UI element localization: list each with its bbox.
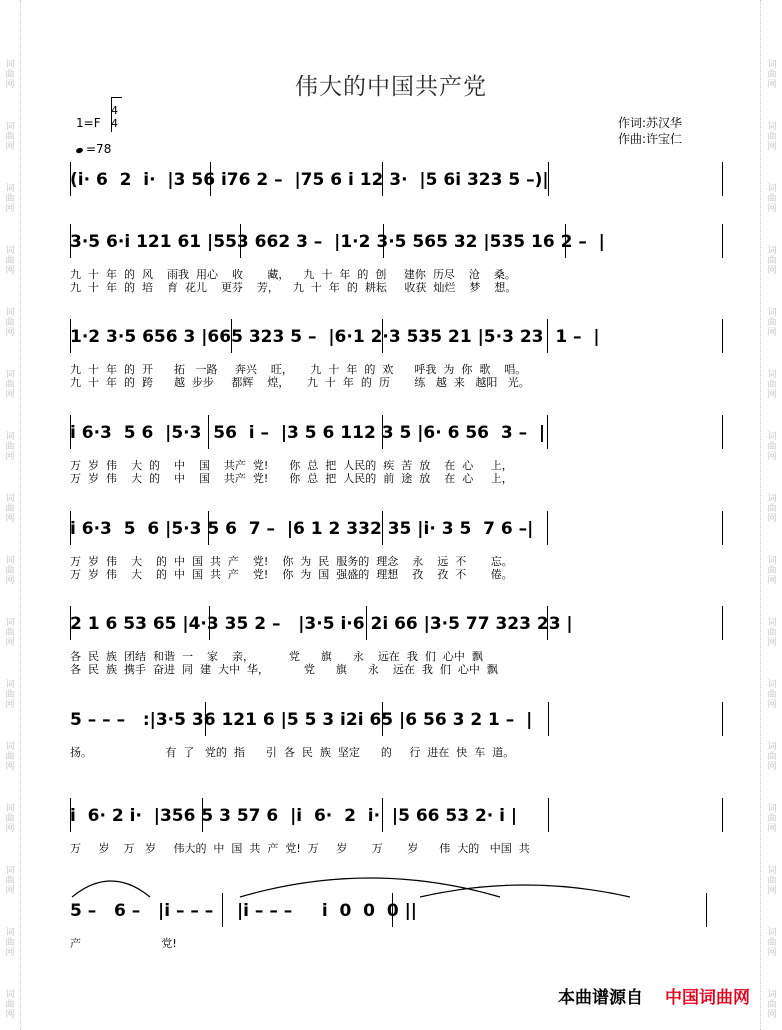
bar-line bbox=[722, 702, 723, 736]
tempo-value: =78 bbox=[86, 142, 112, 156]
watermark-mark: 词 曲 网 bbox=[5, 990, 15, 1020]
watermark-mark: 词 曲 网 bbox=[5, 122, 15, 152]
watermark-mark: 词 曲 网 bbox=[767, 60, 777, 90]
bar-line bbox=[382, 415, 383, 449]
source-site-link[interactable]: 中国词曲网 bbox=[665, 988, 750, 1008]
slur-arc bbox=[420, 885, 630, 897]
tempo-marking bbox=[76, 142, 111, 156]
time-signature-bottom: 4 bbox=[111, 117, 118, 130]
lyric-line: 产 党! bbox=[70, 937, 177, 950]
slur-arcs bbox=[70, 887, 722, 907]
bar-line bbox=[202, 798, 203, 832]
watermark-mark: 词 曲 网 bbox=[767, 742, 777, 772]
watermark-mark: 词 曲 网 bbox=[767, 122, 777, 152]
lyric-line: 万 岁 伟 大 的 中 国 共 产 党! 你 为 国 强盛的 理想 孜 孜 不 倦。 bbox=[70, 568, 513, 581]
bar-line bbox=[208, 511, 209, 545]
bar-line bbox=[548, 798, 549, 832]
bar-line bbox=[547, 415, 548, 449]
watermark-mark: 词 曲 网 bbox=[767, 432, 777, 462]
bar-line bbox=[547, 606, 548, 640]
lyric-line: 万 岁 伟 大 的 中 国 共产 党! 你 总 把 人民的 疾 苦 放 在 心 上， bbox=[70, 459, 513, 472]
watermark-column-right bbox=[762, 0, 782, 1030]
lyric-line: 各 民 族 携手 奋进 同 建 大中 华， 党 旗 永 远在 我 们 心中 飘 bbox=[70, 663, 498, 676]
watermark-column-left bbox=[0, 0, 20, 1030]
right-border-line bbox=[760, 0, 761, 1030]
lyric-line: 各 民 族 团结 和谐 一 家 亲， 党 旗 永 远在 我 们 心中 飘 bbox=[70, 650, 483, 663]
bar-line bbox=[205, 702, 206, 736]
quarter-note-icon bbox=[75, 147, 83, 154]
bar-line bbox=[382, 511, 383, 545]
bar-line bbox=[722, 606, 723, 640]
watermark-mark: 词 曲 网 bbox=[5, 866, 15, 896]
bar-line bbox=[382, 798, 383, 832]
bar-line bbox=[565, 224, 566, 258]
watermark-mark: 词 曲 网 bbox=[767, 556, 777, 586]
bar-line bbox=[382, 162, 383, 196]
bar-line bbox=[208, 415, 209, 449]
song-title: 伟大的中国共产党 bbox=[295, 74, 487, 100]
lyric-line: 万 岁 伟 大 的 中 国 共 产 党! 你 为 民 服务的 理念 永 远 不 忘。 bbox=[70, 555, 513, 568]
watermark-mark: 词 曲 网 bbox=[5, 184, 15, 214]
watermark-mark: 词 曲 网 bbox=[767, 990, 777, 1020]
lyric-line: 扬。 有 了 党的 指 引 各 民 族 坚定 的 行 进在 快 车 道。 bbox=[70, 746, 515, 759]
watermark-mark: 词 曲 网 bbox=[5, 60, 15, 90]
notation-line: 5 – 6 – |i – – – |i – – – i 0 0 0 || bbox=[70, 901, 418, 921]
time-signature-top: 4 bbox=[111, 104, 118, 117]
lyric-line: 九 十 年 的 跨 越 步步 都辉 煌， 九 十 年 的 历 练 越 来 越阳 光。 bbox=[70, 376, 530, 389]
bar-line bbox=[382, 702, 383, 736]
lyric-line: 九 十 年 的 培 育 花儿 更芬 芳， 九 十 年 的 耕耘 收获 灿烂 梦 想。 bbox=[70, 281, 517, 294]
bar-line bbox=[70, 162, 71, 196]
notation-line: 5 – – – :|3·5 36 121 6 |5 5 3 i2i 65 |6 56 3 2 1 – | bbox=[70, 710, 533, 730]
watermark-mark: 词 曲 网 bbox=[767, 928, 777, 958]
time-signature bbox=[111, 104, 118, 130]
bar-line bbox=[547, 319, 548, 353]
watermark-mark: 词 曲 网 bbox=[767, 494, 777, 524]
lyric-line: 九 十 年 的 开 拓 一路 奔兴 旺， 九 十 年 的 欢 呼我 为 你 歌 唱。 bbox=[70, 363, 527, 376]
watermark-mark: 词 曲 网 bbox=[5, 432, 15, 462]
slur-arc bbox=[72, 881, 150, 897]
bar-line bbox=[240, 224, 241, 258]
bar-line bbox=[722, 798, 723, 832]
bar-line bbox=[548, 162, 549, 196]
watermark-mark: 词 曲 网 bbox=[5, 494, 15, 524]
bar-line bbox=[210, 162, 211, 196]
bar-line bbox=[70, 319, 71, 353]
notation-line: i 6· 2 i· |356 5 3 57 6 |i 6· 2 i· |5 66 53 2· i | bbox=[70, 806, 518, 826]
bar-line bbox=[722, 224, 723, 258]
bar-line bbox=[70, 798, 71, 832]
bar-line bbox=[722, 319, 723, 353]
left-border-line bbox=[20, 0, 21, 1030]
watermark-mark: 词 曲 网 bbox=[5, 308, 15, 338]
watermark-mark: 词 曲 网 bbox=[5, 556, 15, 586]
bar-line bbox=[231, 319, 232, 353]
slur-arc bbox=[240, 878, 500, 897]
notation-line: 3·5 6·i 121 61 |553 662 3 – |1·2 3·5 565 32 |535 16 2 – | bbox=[70, 232, 605, 252]
notation-line: (i· 6 2 i· |3 56 i76 2 – |75 6 i 12 3· |5 6i 323 5 –)| bbox=[70, 170, 549, 190]
bar-line bbox=[70, 511, 71, 545]
composer-credit: 作曲:许宝仁 bbox=[618, 132, 683, 146]
watermark-mark: 词 曲 网 bbox=[5, 370, 15, 400]
bar-line bbox=[548, 702, 549, 736]
bar-line bbox=[70, 606, 71, 640]
bar-line bbox=[70, 224, 71, 258]
watermark-mark: 词 曲 网 bbox=[5, 246, 15, 276]
notation-line: i 6·3 5 6 |5·3 56 i – |3 5 6 112 3 5 |6· 6 56 3 – | bbox=[70, 423, 546, 443]
watermark-mark: 词 曲 网 bbox=[5, 804, 15, 834]
notation-line: i 6·3 5 6 |5·3 5 6 7 – |6 1 2 332 35 |i· 3 5 7 6 –| bbox=[70, 519, 534, 539]
source-label: 本曲谱源自 bbox=[558, 988, 643, 1008]
lyric-line: 万 岁 万 岁 伟大的 中 国 共 产 党! 万 岁 万 岁 伟 大的 中国 共 bbox=[70, 842, 530, 855]
watermark-mark: 词 曲 网 bbox=[767, 184, 777, 214]
source-footer bbox=[558, 983, 750, 1008]
bar-line bbox=[722, 511, 723, 545]
watermark-mark: 词 曲 网 bbox=[5, 618, 15, 648]
watermark-mark: 词 曲 网 bbox=[767, 618, 777, 648]
bar-line bbox=[366, 606, 367, 640]
bar-line bbox=[722, 415, 723, 449]
watermark-mark: 词 曲 网 bbox=[767, 680, 777, 710]
watermark-mark: 词 曲 网 bbox=[767, 804, 777, 834]
watermark-mark: 词 曲 网 bbox=[767, 246, 777, 276]
bar-line bbox=[70, 415, 71, 449]
bar-line bbox=[382, 319, 383, 353]
lyric-line: 九 十 年 的 风 雨我 用心 收 藏， 九 十 年 的 创 建你 历尽 沧 桑。 bbox=[70, 268, 516, 281]
watermark-mark: 词 曲 网 bbox=[767, 370, 777, 400]
watermark-mark: 词 曲 网 bbox=[5, 928, 15, 958]
bar-line bbox=[722, 162, 723, 196]
lyric-line: 万 岁 伟 大 的 中 国 共产 党! 你 总 把 人民的 前 途 放 在 心 上， bbox=[70, 472, 513, 485]
bar-line bbox=[547, 511, 548, 545]
notation-line: 2 1 6 53 65 |4·3 35 2 – |3·5 i·6 2i 66 |3·5 77 323 23 | bbox=[70, 614, 573, 634]
key-signature: 1=F bbox=[76, 116, 101, 130]
watermark-mark: 词 曲 网 bbox=[5, 680, 15, 710]
watermark-mark: 词 曲 网 bbox=[767, 308, 777, 338]
lyricist-credit: 作词:苏汉华 bbox=[618, 116, 683, 130]
bar-line bbox=[383, 224, 384, 258]
watermark-mark: 词 曲 网 bbox=[767, 866, 777, 896]
bar-line bbox=[209, 606, 210, 640]
watermark-mark: 词 曲 网 bbox=[5, 742, 15, 772]
notation-line: 1·2 3·5 656 3 |665 323 5 – |6·1 2·3 535 21 |5·3 23 1 – | bbox=[70, 327, 600, 347]
